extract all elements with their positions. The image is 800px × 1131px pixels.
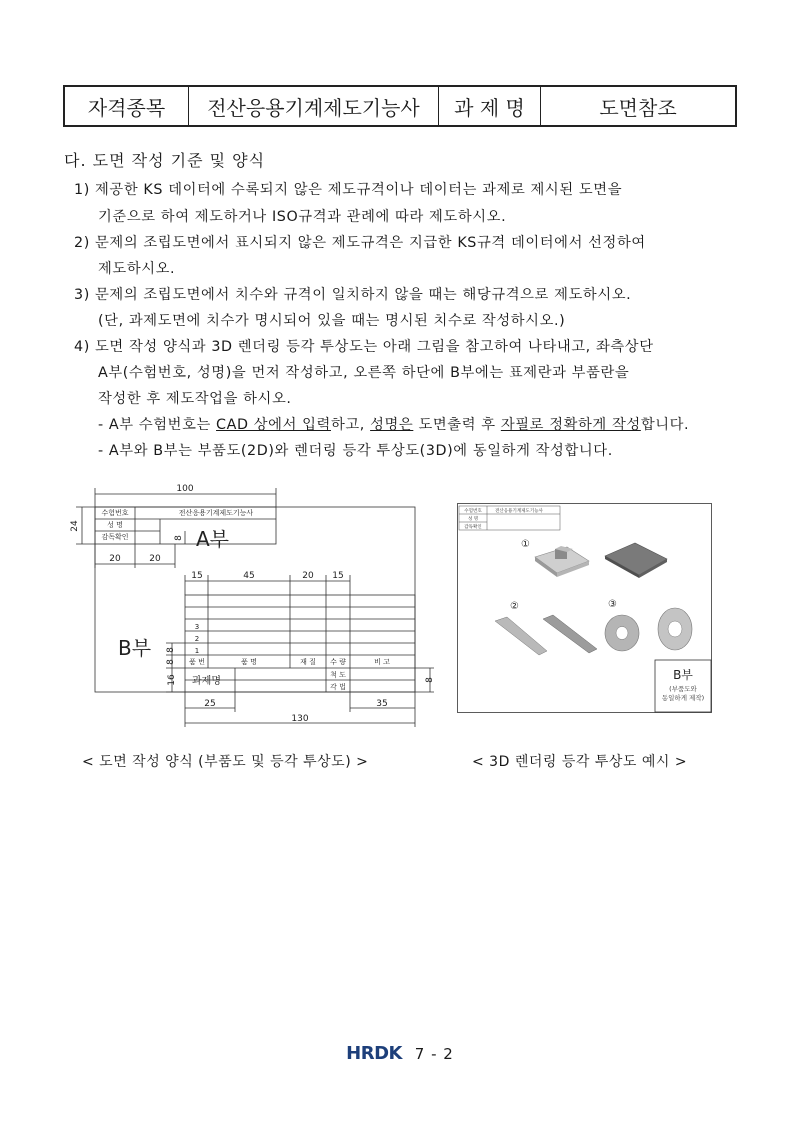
- item-2-line-2: 제도하시오.: [98, 261, 176, 277]
- part-number-1: ①: [521, 539, 530, 550]
- dim-15a: 15: [191, 571, 203, 581]
- label-supervisor: 감독확인: [101, 533, 129, 541]
- dim-100: 100: [176, 484, 194, 494]
- dim-20c: 20: [302, 571, 314, 581]
- projection-label: 각 법: [330, 683, 346, 691]
- header-label-task: 과 제 명: [439, 87, 541, 125]
- dim-8c: 8: [166, 659, 176, 665]
- header-value-task: 도면참조: [599, 95, 677, 120]
- dim-20b: 20: [149, 554, 161, 564]
- a-part-label: A부: [196, 527, 230, 551]
- b-part-label: B부: [118, 636, 152, 660]
- header-label-qualification: 자격종목: [65, 87, 189, 125]
- drawing-form-figure: [60, 480, 445, 735]
- r-b-note-2: 동일하게 제작): [661, 694, 705, 702]
- section-title: 다. 도면 작성 기준 및 양식: [64, 151, 266, 170]
- header-value-qualification: 전산응용기계제도기능사: [189, 87, 439, 125]
- header-table: [63, 85, 737, 127]
- dim-35: 35: [376, 699, 388, 709]
- hrdk-logo: HRDK: [346, 1043, 402, 1064]
- part-number-2: ②: [510, 601, 519, 612]
- row-1: 1: [194, 647, 200, 655]
- page-footer: [0, 1043, 800, 1064]
- item-2-line-1: 2) 문제의 조립도면에서 표시되지 않은 제도규격은 지급한 KS규격 데이터에서 선정하여: [74, 235, 646, 251]
- item-3-line-2: (단, 과제도면에 치수가 명시되어 있을 때는 명시된 치수로 작성하시오.): [98, 313, 566, 329]
- r-label-subject: 전산응용기계제도기능사: [495, 509, 543, 514]
- dim-25: 25: [204, 699, 216, 709]
- rendering-example-figure: [457, 503, 713, 715]
- dim-130: 130: [291, 714, 309, 724]
- r-label-exam-no: 수험번호: [464, 509, 482, 514]
- dim-20a: 20: [109, 554, 121, 564]
- dim-15b: 15: [332, 571, 344, 581]
- part-number-3: ③: [608, 599, 617, 610]
- row-2: 2: [194, 635, 200, 643]
- item-1-line-2: 기준으로 하여 제도하거나 ISO규격과 관례에 따라 제도하시오.: [98, 209, 507, 225]
- dim-8b: 8: [166, 647, 176, 653]
- col-part-no: 품 번: [189, 658, 205, 666]
- item-4-dash-2: - A부와 B부는 부품도(2D)와 렌더링 등각 투상도(3D)에 동일하게 작성합니다.: [98, 443, 613, 459]
- label-exam-no: 수험번호: [101, 509, 129, 517]
- col-part-name: 품 명: [241, 658, 257, 666]
- underlined-name: 성명은: [370, 417, 414, 433]
- r-label-name: 성 명: [467, 517, 479, 522]
- underlined-handwrite: 자필로 정확하게 작성: [500, 417, 641, 433]
- item-4-dash-1: - A부 수험번호는 CAD 상에서 입력하고, 성명은 도면출력 후 자필로 정확하게 작성합니다.: [98, 417, 690, 433]
- caption-right: < 3D 렌더링 등각 투상도 예시 >: [472, 754, 688, 770]
- dim-24: 24: [70, 520, 80, 532]
- scale-label: 척 도: [330, 671, 346, 679]
- caption-left: < 도면 작성 양식 (부품도 및 등각 투상도) >: [82, 754, 369, 770]
- col-material: 재 질: [300, 658, 316, 666]
- item-4-line-1: 4) 도면 작성 양식과 3D 렌더링 등각 투상도는 아래 그림을 참고하여 나타내고, 좌측상단: [74, 339, 654, 355]
- page-number: 7 - 2: [414, 1045, 454, 1063]
- underlined-cad-input: CAD 상에서 입력: [216, 417, 331, 433]
- label-name: 성 명: [107, 521, 123, 529]
- row-3: 3: [194, 623, 200, 631]
- dim-8a: 8: [174, 535, 184, 541]
- item-4-line-2: A부(수험번호, 성명)을 먼저 작성하고, 오른쪽 하단에 B부에는 표제란과 부품란을: [98, 365, 630, 381]
- r-b-part-label: B부: [673, 668, 693, 682]
- task-name-label: 과제명: [192, 676, 221, 687]
- col-note: 비 고: [374, 658, 390, 666]
- item-3-line-1: 3) 문제의 조립도면에서 치수와 규격이 일치하지 않을 때는 해당규격으로 제도하시오.: [74, 287, 632, 303]
- col-quantity: 수 량: [330, 658, 346, 666]
- dim-16: 16: [167, 674, 177, 686]
- r-label-supervisor: 감독확인: [464, 525, 482, 530]
- item-4-line-3: 작성한 후 제도작업을 하시오.: [98, 391, 292, 407]
- dim-8d: 8: [425, 677, 435, 683]
- dim-45: 45: [243, 571, 255, 581]
- item-1-line-1: 1) 제공한 KS 데이터에 수록되지 않은 제도규격이나 데이터는 과제로 제시된 도면을: [74, 182, 623, 198]
- r-b-note-1: (부품도와: [669, 685, 697, 693]
- label-subject: 전산응용기계제도기능사: [178, 509, 254, 517]
